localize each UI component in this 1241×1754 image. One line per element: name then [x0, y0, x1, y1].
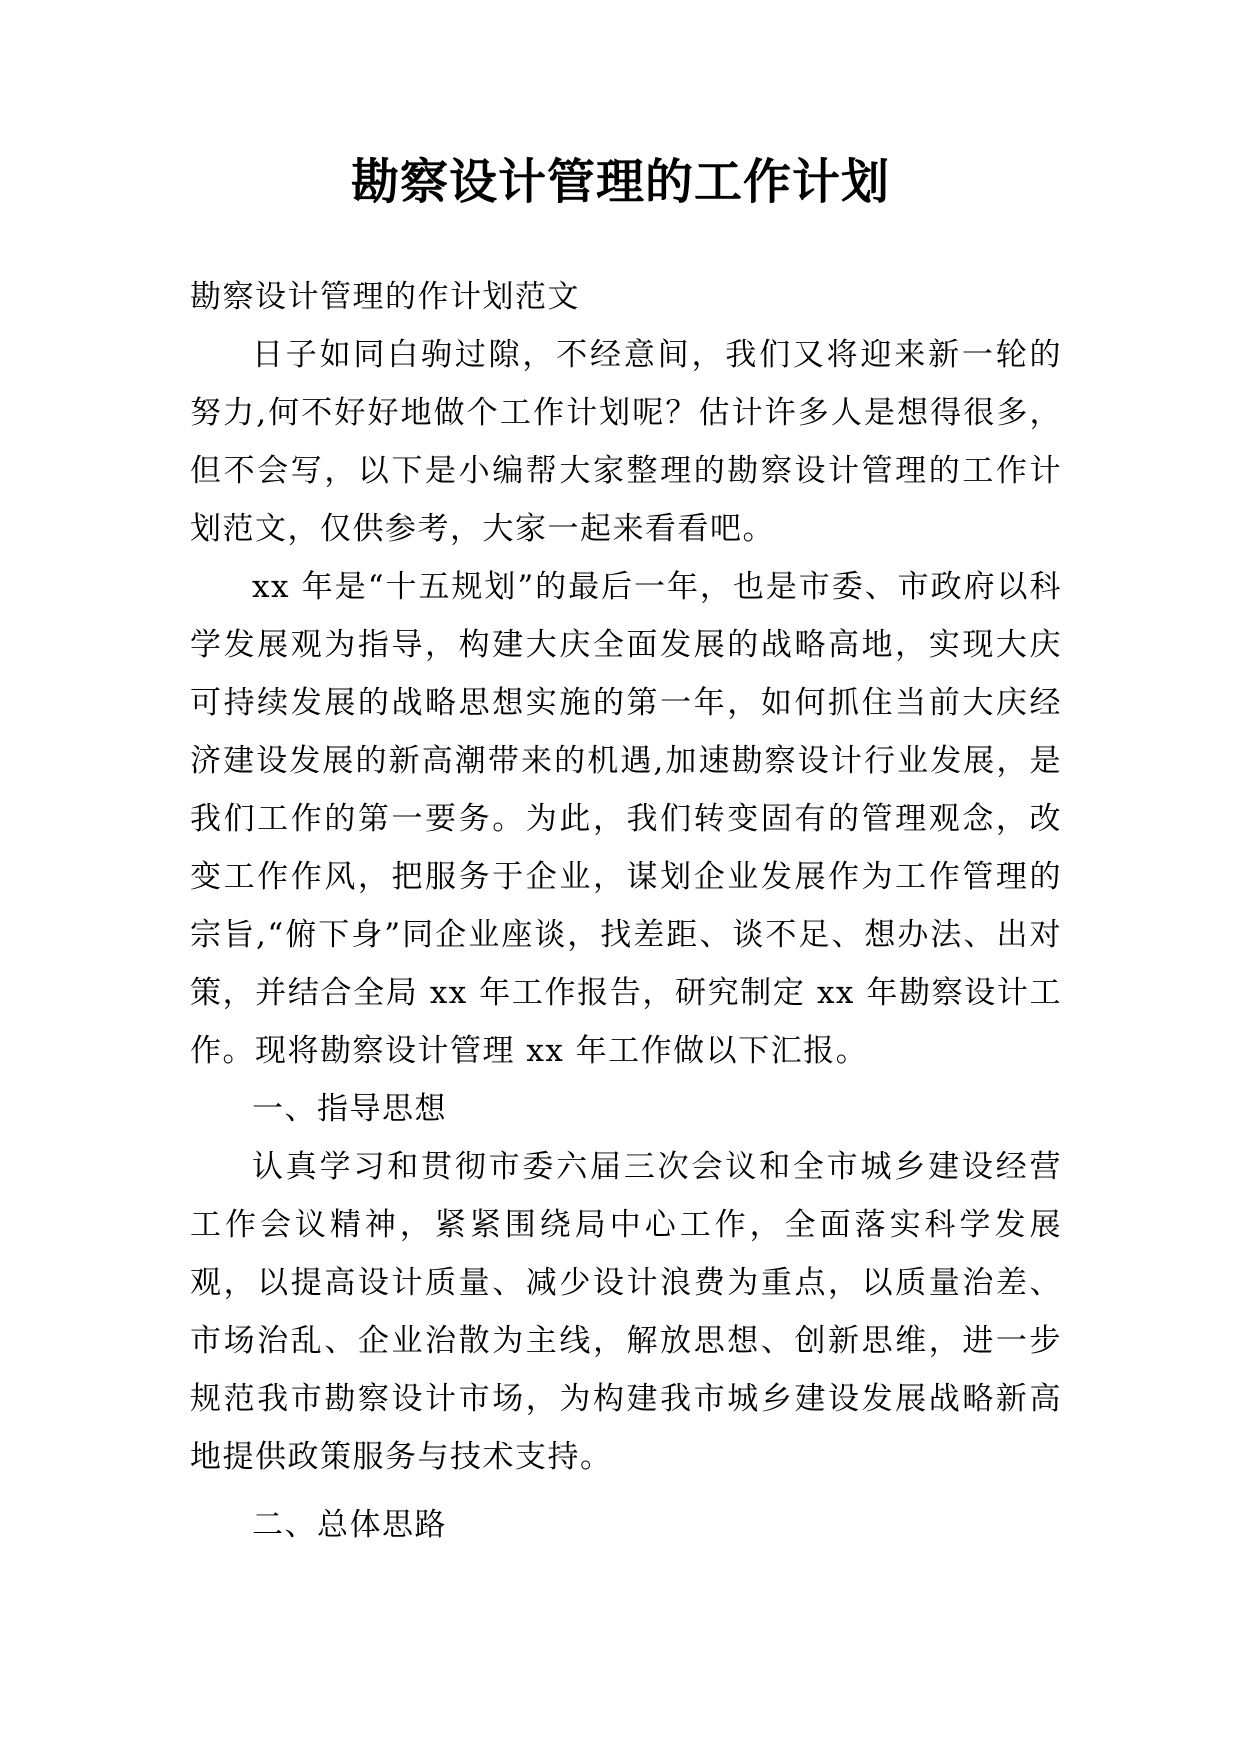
- section-heading-guiding-thought: 一、指导思想: [252, 1091, 447, 1127]
- guiding-thought-paragraph: 认真学习和贯彻市委六届三次会议和全市城乡建设经营工作会议精神，紧紧围绕局中心工作，全面落实科学发展观，以提高设计质量、减少设计浪费为重点，以质量治差、市场治乱、企业治散为主线，解放思想、创新思维，进一步规范我市勘察设计市场，为构建我市城乡建设发展战略新高地提供政策服务与技术支持。: [190, 1149, 1062, 1475]
- document-subtitle: 勘察设计管理的作计划范文: [190, 279, 580, 315]
- intro-paragraph: 日子如同白驹过隙，不经意间，我们又将迎来新一轮的努力,何不好好地做个工作计划呢？估计许多人是想得很多，但不会写，以下是小编帮大家整理的勘察设计管理的工作计划范文，仅供参考，大家一起来看看吧。: [190, 337, 1062, 547]
- document-body: [190, 268, 1062, 1554]
- document-title: 勘察设计管理的工作计划: [350, 154, 890, 210]
- background-paragraph: xx 年是“十五规划”的最后一年，也是市委、市政府以科学发展观为指导，构建大庆全面发展的战略高地，实现大庆可持续发展的战略思想实施的第一年，如何抓住当前大庆经济建设发展的新高潮带来的机遇,加速勘察设计行业发展，是我们工作的第一要务。为此，我们转变固有的管理观念，改变工作作风，把服务于企业，谋划企业发展作为工作管理的宗旨,“俯下身”同企业座谈，找差距、谈不足、想办法、出对策，并结合全局 xx 年工作报告，研究制定 xx 年勘察设计工作。现将勘察设计管理 xx 年工作做以下汇报。: [190, 569, 1062, 1069]
- section-heading-overall-approach: 二、总体思路: [252, 1507, 447, 1543]
